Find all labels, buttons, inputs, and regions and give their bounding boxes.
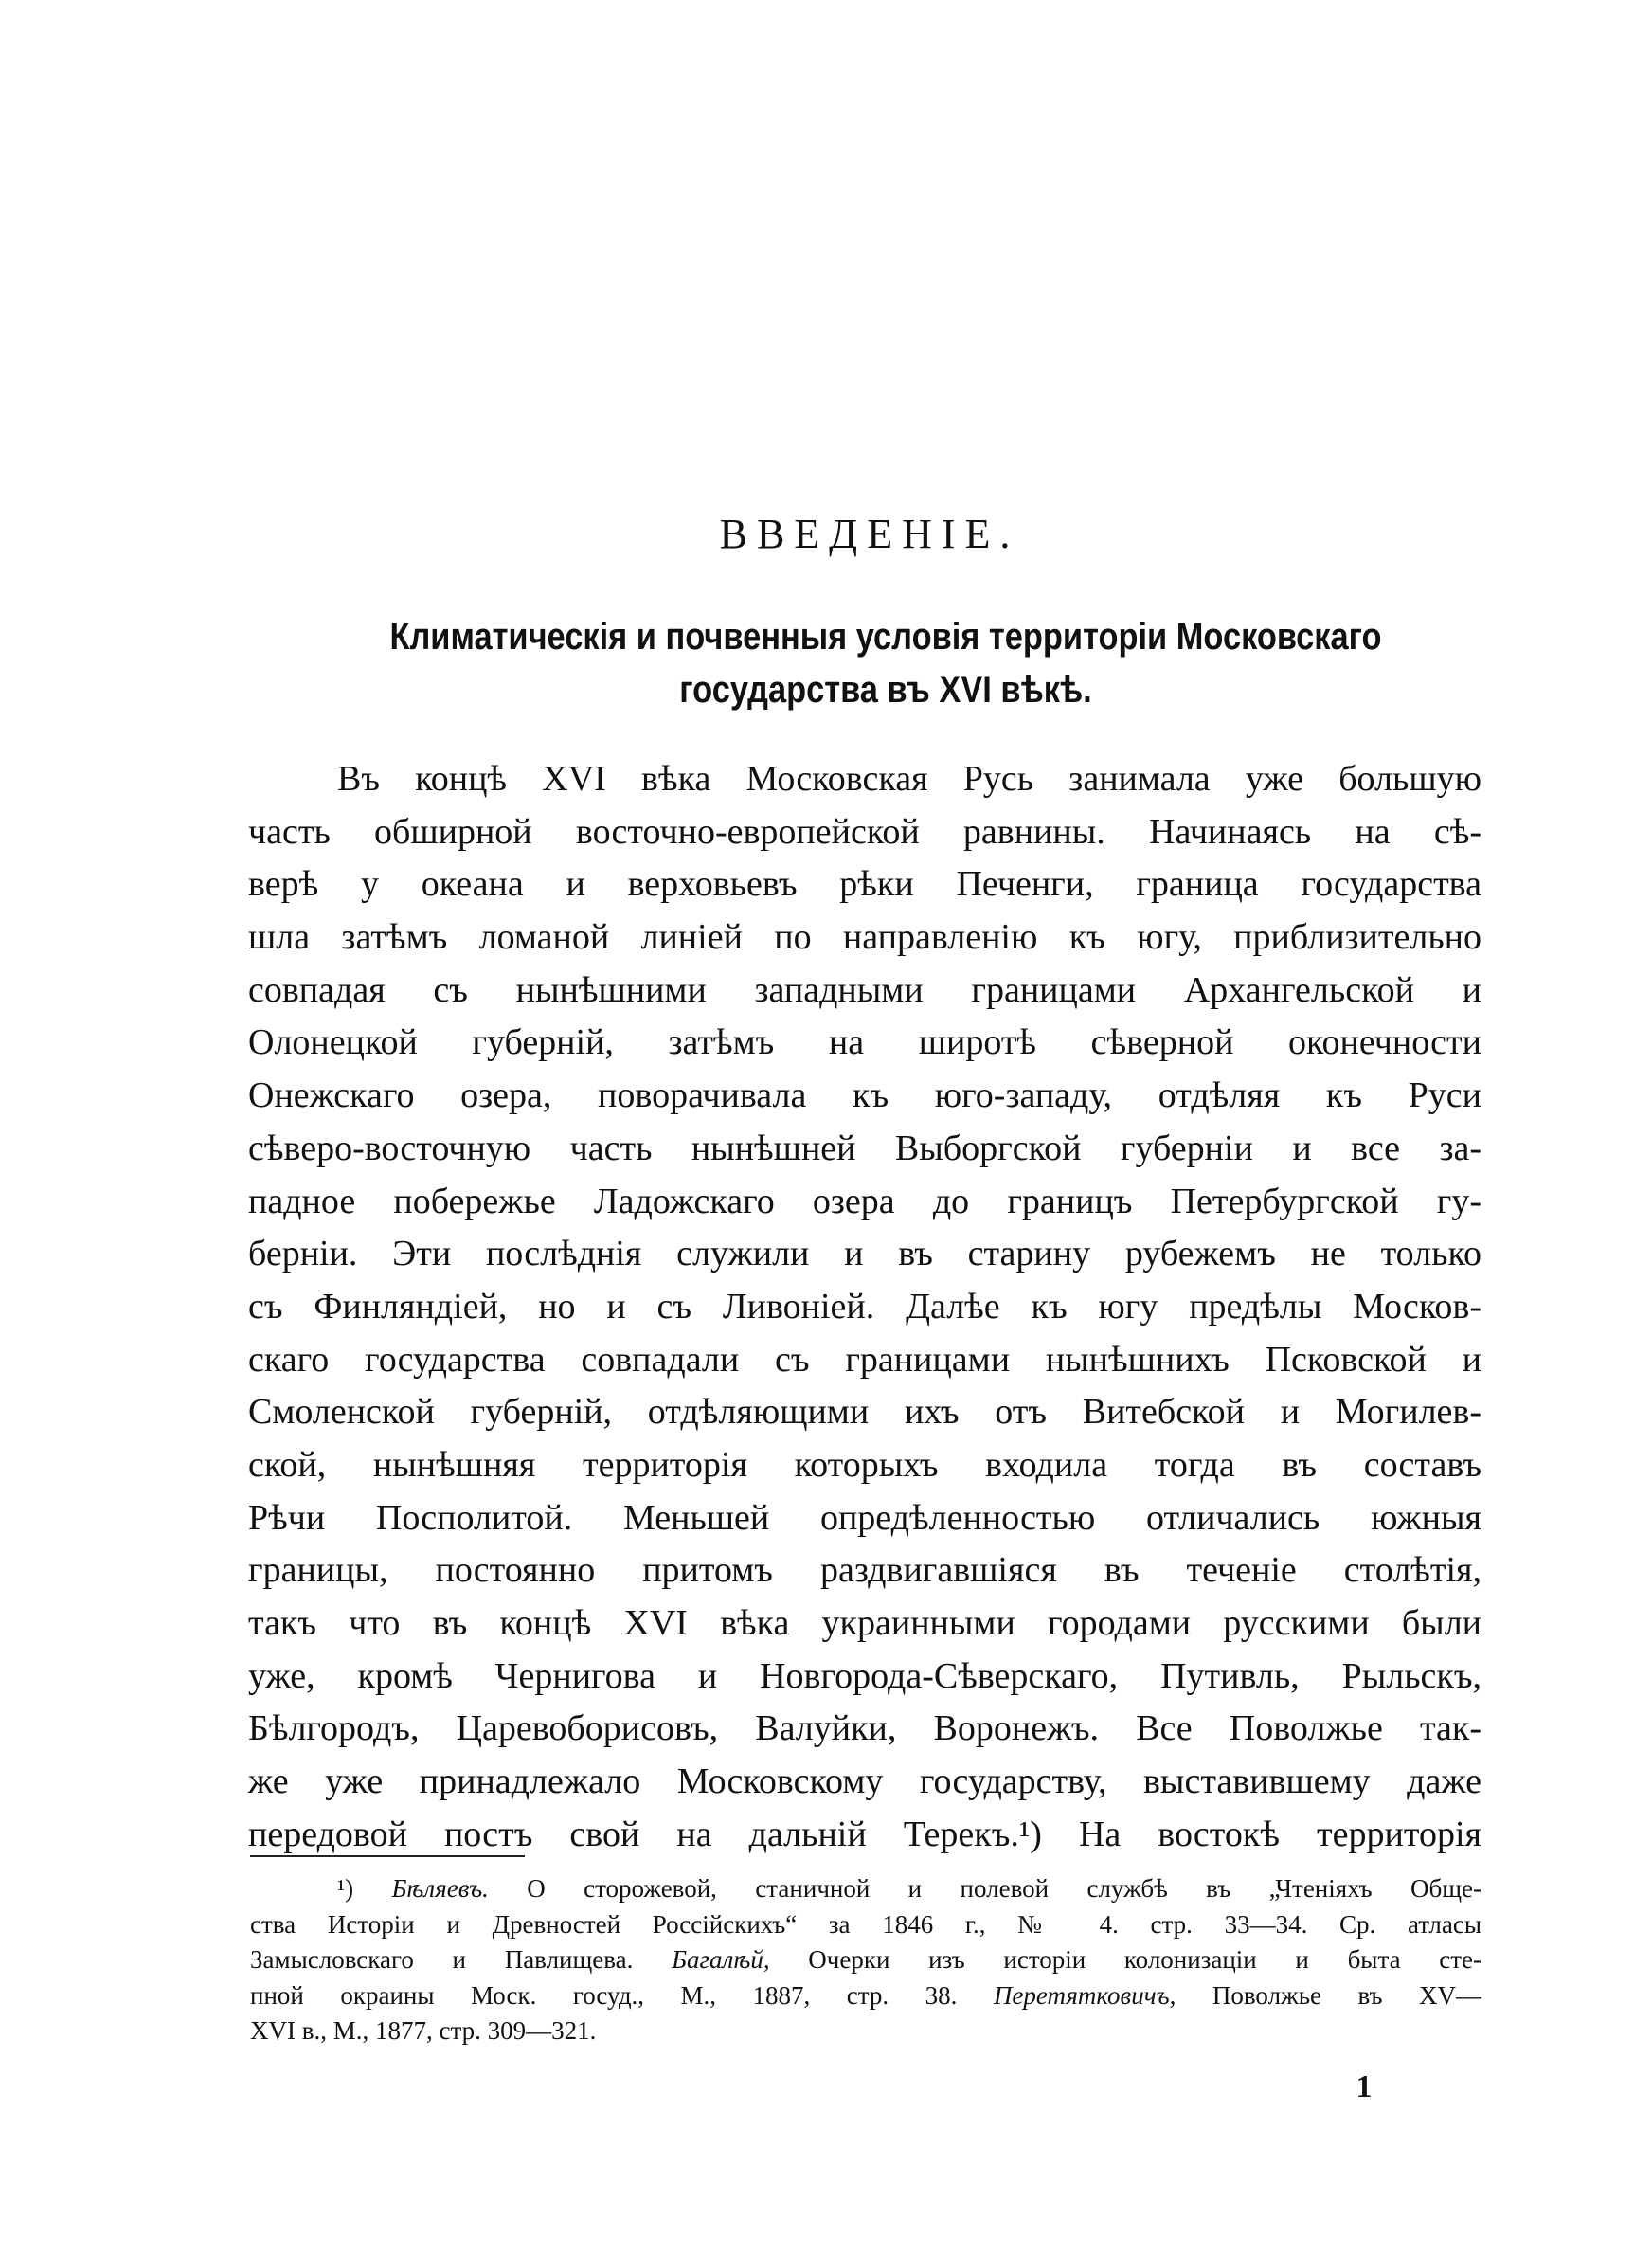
subtitle-line: Климатическія и почвенныя условія территоріи Московскаго	[389, 616, 1382, 658]
footnote-text: Поволжье въ XV—	[1212, 1980, 1482, 2010]
body-line: сѣверо-восточную часть нынѣшней Выборгской губерніи и все за-	[248, 1128, 1481, 1168]
footnote-line: ства Исторіи и Древностей Россійскихъ“ за 1846 г., № 4. стр. 33—34. Ср. атласы	[250, 1909, 1481, 1939]
footnote-marker: ¹)	[337, 1874, 354, 1903]
body-line: верѣ у океана и верховьевъ рѣки Печенги, граница государства	[248, 864, 1481, 905]
body-line: совпадая съ нынѣшними западными границами Архангельской и	[248, 969, 1481, 1010]
footnote-line: XVI в., М., 1877, стр. 309—321.	[250, 2016, 597, 2045]
body-line: передовой постъ свой на дальній Терекъ.¹) На востокѣ территорія	[248, 1814, 1481, 1854]
footnote-text: О сторожевой, станичной и полевой службѣ въ „Чтеніяхъ Обще-	[527, 1874, 1482, 1903]
body-line: падное побережье Ладожскаго озера до границъ Петербургской гу-	[248, 1181, 1481, 1221]
page-number: 1	[1356, 2069, 1373, 2104]
chapter-title: ВВЕДЕНІЕ.	[719, 511, 1020, 557]
footnote	[250, 1871, 1481, 2049]
footnote-author: Багалѣй,	[672, 1945, 770, 1974]
footnote-author: Перетятковичъ,	[993, 1980, 1176, 2010]
body-line: такъ что въ концѣ XVI вѣка украинными городами русскими были	[248, 1603, 1481, 1643]
body-line: съ Финляндіей, но и съ Ливоніей. Далѣе къ югу предѣлы Москов-	[248, 1286, 1481, 1327]
footnote-line	[250, 1871, 1481, 1907]
body-line: Бѣлгородъ, Царевоборисовъ, Валуйки, Воронежъ. Все Поволжье так-	[248, 1708, 1481, 1749]
body-line: часть обширной восточно-европейской равнины. Начинаясь на сѣ-	[248, 811, 1481, 852]
body-line: Смоленской губерній, отдѣляющими ихъ отъ Витебской и Могилев-	[248, 1392, 1481, 1433]
body-line: ской, нынѣшняя территорія которыхъ входила тогда въ составъ	[248, 1444, 1481, 1485]
body-line: берніи. Эти послѣднія служили и въ старину рубежемъ не только	[248, 1234, 1481, 1274]
footnote-text: пной окраины Моск. госуд., М., 1887, стр. 38.	[250, 1980, 958, 2010]
footnote-text: Очерки изъ исторіи колонизаціи и быта сте-	[808, 1945, 1482, 1974]
body-line: Онежскаго озера, поворачивала къ юго-западу, отдѣляя къ Руси	[248, 1075, 1481, 1116]
body-line: границы, постоянно притомъ раздвигавшіяся въ теченіе столѣтія,	[248, 1550, 1481, 1591]
body-line: Олонецкой губерній, затѣмъ на широтѣ сѣверной оконечности	[248, 1022, 1481, 1063]
body-line: Рѣчи Посполитой. Меньшей опредѣленностью отличались южныя	[248, 1497, 1481, 1538]
body-paragraph	[248, 753, 1481, 1861]
body-line: Въ концѣ XVI вѣка Московская Русь занимала уже большую	[337, 759, 1481, 799]
body-line: уже, кромѣ Чернигова и Новгорода-Сѣверскаго, Путивль, Рыльскъ,	[248, 1655, 1481, 1696]
footnote-line	[250, 1978, 1481, 2014]
body-line: скаго государства совпадали съ границами нынѣшнихъ Псковской и	[248, 1339, 1481, 1380]
footnote-author: Бѣляевъ.	[391, 1874, 489, 1903]
body-line: же уже принадлежало Московскому государству, выставившему даже	[248, 1761, 1481, 1802]
subtitle-line: государства въ XVI вѣкѣ.	[679, 669, 1092, 711]
body-line: шла затѣмъ ломаной линіей по направленію къ югу, приблизительно	[248, 917, 1481, 958]
footnote-line	[250, 1942, 1481, 1978]
footnote-divider	[250, 1855, 525, 1857]
footnote-text: Замысловскаго и Павлищева.	[250, 1945, 634, 1974]
chapter-subtitle	[368, 610, 1403, 716]
